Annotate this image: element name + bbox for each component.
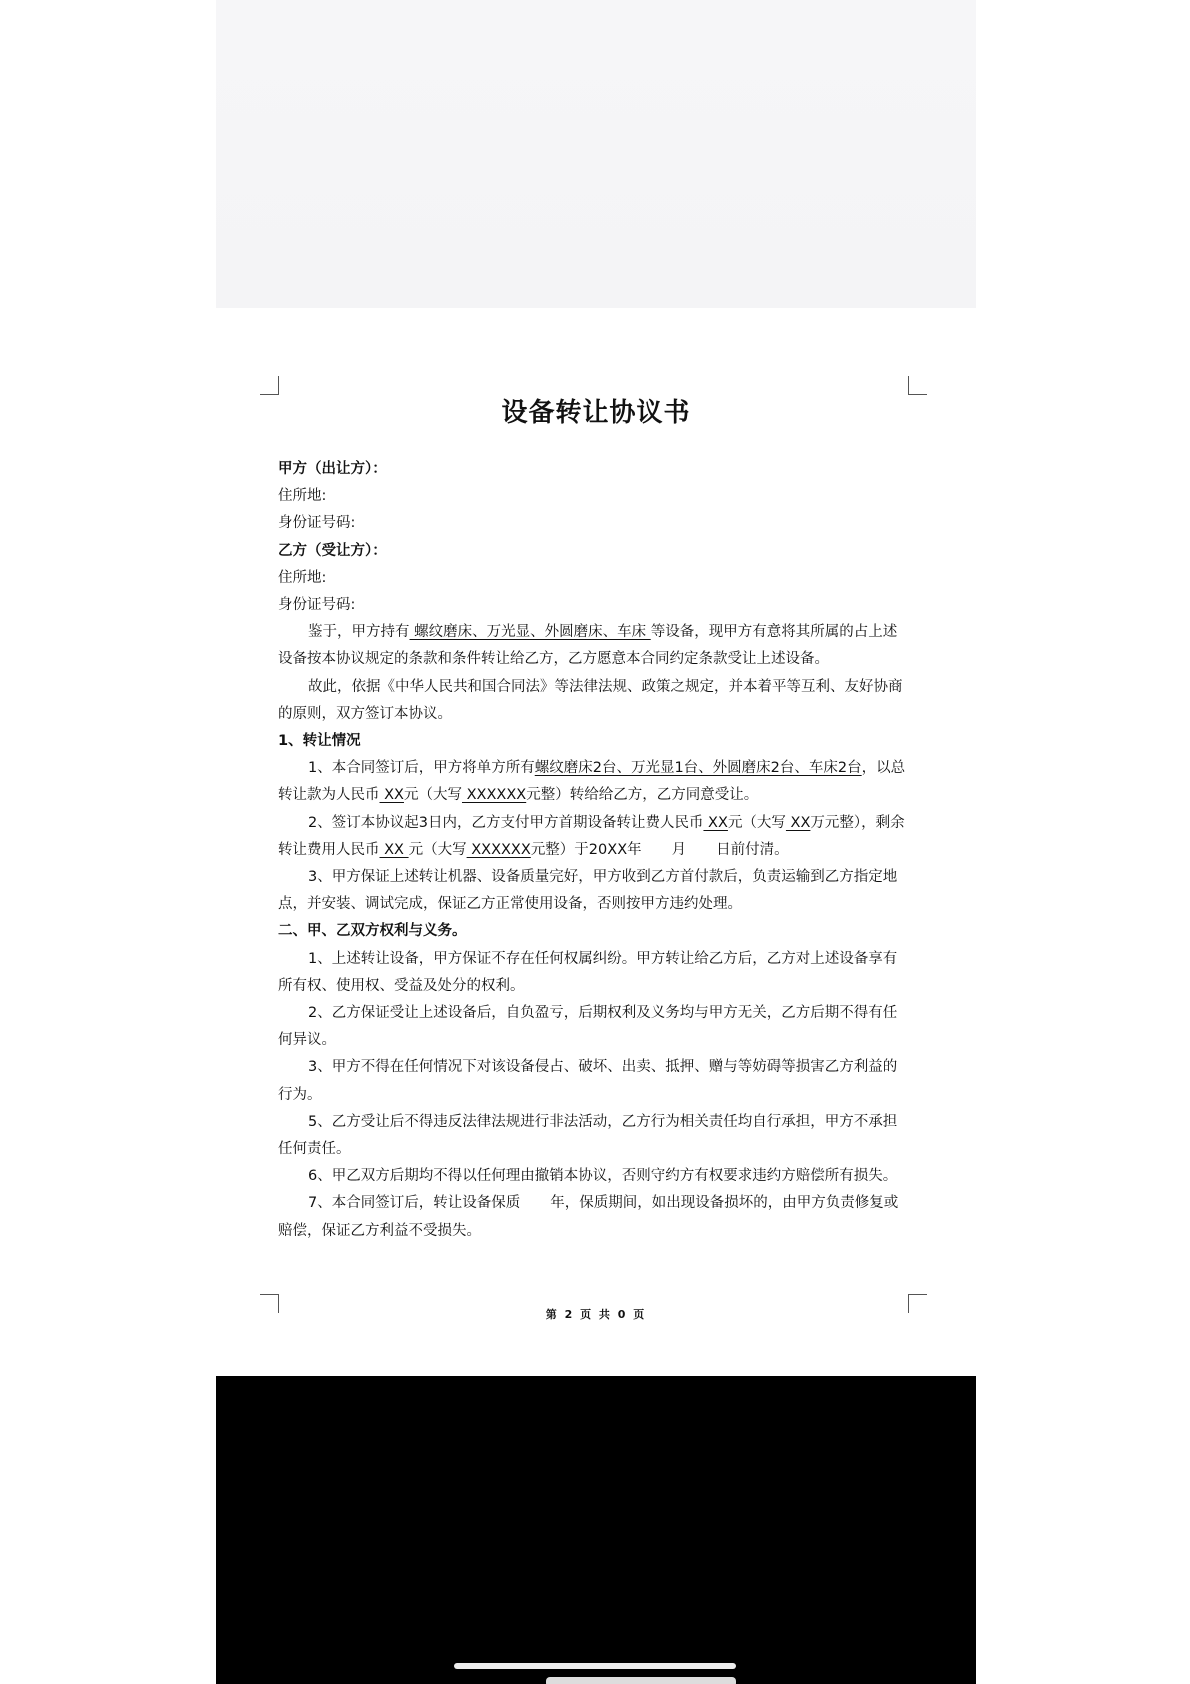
clause-text: 元（大写 <box>727 814 786 831</box>
section-2-clause-3: 3、甲方不得在任何情况下对该设备侵占、破坏、出卖、抵押、赠与等妨碍等损害乙方利益的行为。 <box>278 1059 898 1103</box>
clause-text: 元（大写 <box>403 787 462 804</box>
home-indicator-bar[interactable] <box>454 1663 736 1669</box>
clause-text: 元整）转给给乙方，乙方同意受让。 <box>526 787 759 804</box>
preamble-paragraph-1 <box>278 619 910 673</box>
section-2-clause-5: 5、乙方受让后不得违反法律法规进行非法活动，乙方行为相关责任均自行承担，甲方不承担任何责任。 <box>278 1113 898 1158</box>
document-page <box>216 308 976 1376</box>
party-a-address-label: 住所地: <box>278 488 327 505</box>
clause-text: 年，保质期间，如出现设备损坏的，由甲方负责修复或赔偿，保证乙方利益不受损失。 <box>278 1195 899 1239</box>
party-b-address-label: 住所地: <box>278 569 327 586</box>
previous-page-blank-area <box>216 0 976 308</box>
party-b-id-label: 身份证号码: <box>278 597 356 614</box>
clause-text: 元整）于20XX年 <box>530 841 642 858</box>
first-payment-words-field: XX <box>785 814 811 831</box>
remaining-payment-field: XX <box>379 841 409 858</box>
clause-text: ，以总转让款为人民币 <box>278 760 906 804</box>
document-body <box>278 456 910 1245</box>
remaining-payment-words-field: XXXXXX <box>466 841 531 858</box>
preamble-1-text: 鉴于，甲方持有 <box>308 624 410 641</box>
party-a-label: 甲方（出让方）： <box>278 461 387 477</box>
section-2-clause-2: 2、乙方保证受让上述设备后，自负盈亏，后期权利及义务均与甲方无关，乙方后期不得有任何异议。 <box>278 1005 898 1049</box>
bottom-bar-shape <box>546 1677 736 1684</box>
clause-text: 元（大写 <box>408 841 467 858</box>
first-payment-field: XX <box>703 814 728 831</box>
clause-text: 1、本合同签订后，甲方将单方所有 <box>308 760 535 777</box>
section-1-clause-1 <box>278 755 910 809</box>
section-1-clause-2 <box>278 810 910 864</box>
document-title: 设备转让协议书 <box>501 398 691 428</box>
section-1-heading: 1、转让情况 <box>278 733 361 750</box>
equipment-list-field: 螺纹磨床、万光显、外圆磨床、车床 <box>409 624 651 641</box>
section-2-clause-7 <box>278 1190 910 1244</box>
clause-text: 日前付清。 <box>716 841 789 858</box>
clause-text: 万元整），剩余转让费用人民币 <box>278 814 905 858</box>
party-b-label: 乙方（受让方）： <box>278 542 387 559</box>
page-number-footer: 第 2 页 共 0 页 <box>545 1308 647 1321</box>
month-label: 月 <box>671 841 687 858</box>
clause-text: 7、本合同签订后，转让设备保质 <box>308 1195 521 1212</box>
total-amount-field: XX <box>379 787 404 804</box>
section-2-clause-6: 6、甲乙双方后期均不得以任何理由撤销本协议，否则守约方有权要求违约方赔偿所有损失。 <box>308 1168 898 1185</box>
clause-text: 2、签订本协议起3日内，乙方支付甲方首期设备转让费人民币 <box>308 814 704 831</box>
section-1-clause-3: 3、甲方保证上述转让机器、设备质量完好，甲方收到乙方首付款后，负责运输到乙方指定地点，并安装、调试完成，保证乙方正常使用设备，否则按甲方违约处理。 <box>278 869 898 913</box>
party-a-id-label: 身份证号码: <box>278 515 356 532</box>
section-2-heading: 二、甲、乙双方权利与义务。 <box>278 923 467 940</box>
total-amount-words-field: XXXXXX <box>461 787 527 804</box>
document-viewer <box>216 0 976 1684</box>
section-2-clause-1: 1、上述转让设备，甲方保证不存在任何权属纠纷。甲方转让给乙方后，乙方对上述设备享有所有权、使用权、受益及处分的权利。 <box>278 950 898 994</box>
preamble-paragraph-2: 故此，依据《中华人民共和国合同法》等法律法规、政策之规定，并本着平等互利、友好协商的原则，双方签订本协议。 <box>278 678 903 722</box>
black-bottom-area <box>216 1376 976 1684</box>
equipment-quantity-field: 螺纹磨床2台、万光显1台、外圆磨床2台、车床2台 <box>534 760 862 777</box>
preamble-1-text-end: 等设备，现甲方有意将其所属的占上述设备按本协议规定的条款和条件转让给乙方，乙方愿意本合同约定条款受让上述设备。 <box>278 624 898 668</box>
